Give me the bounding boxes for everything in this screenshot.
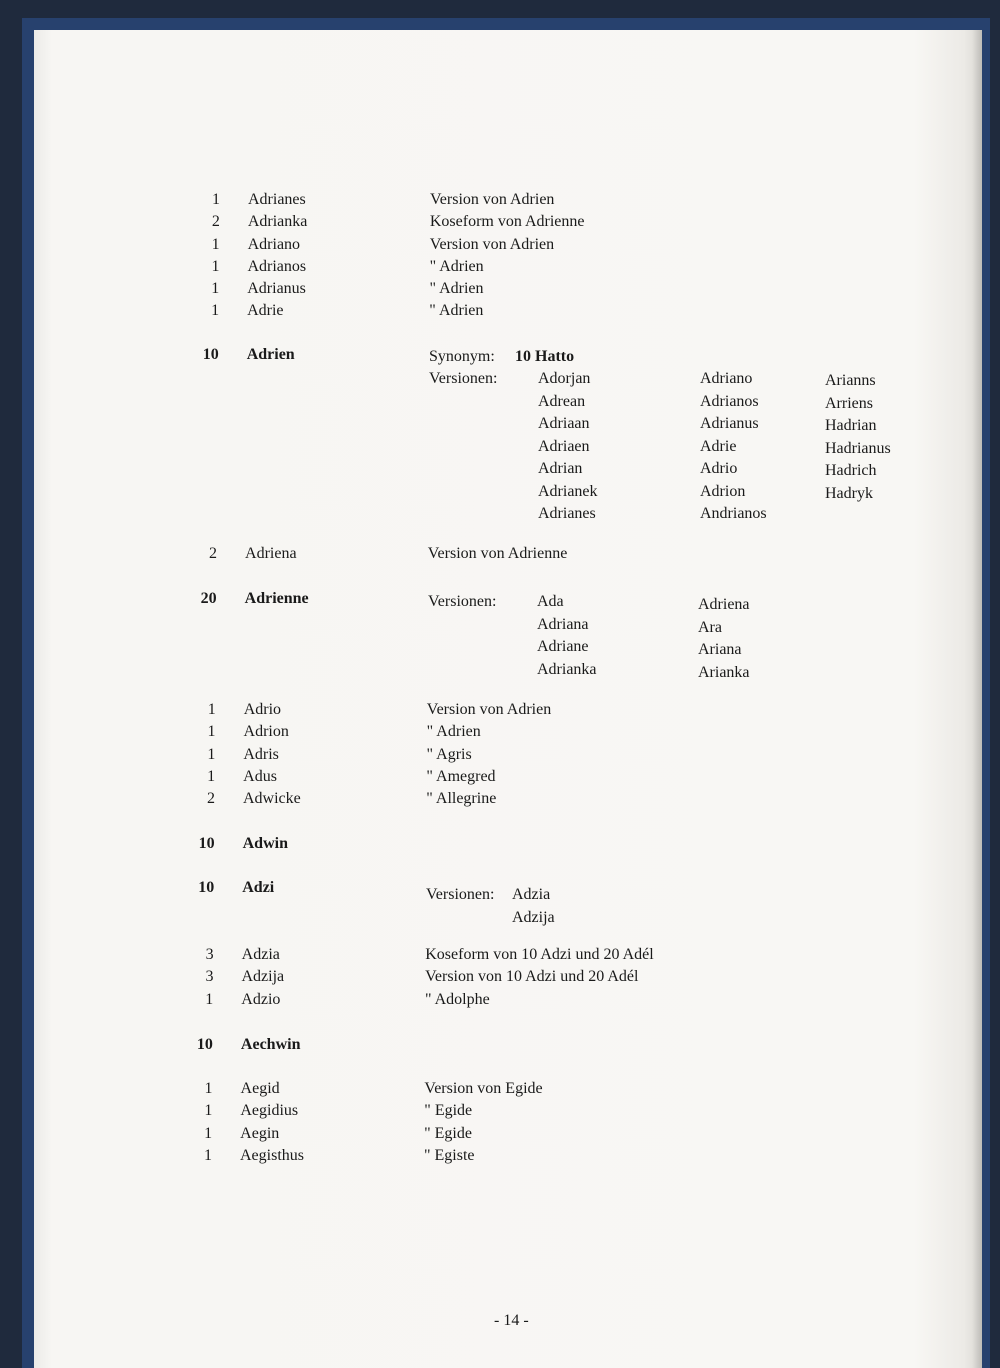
version-name: Hadrian <box>825 417 877 434</box>
entry-description: " Egiste <box>424 1147 475 1164</box>
version-name: Andrianos <box>700 505 767 522</box>
entry-description: Version von 10 Adzi und 20 Adél <box>425 968 639 985</box>
version-name: Hadrianus <box>825 439 891 457</box>
entry-name: Aechwin <box>240 1036 301 1053</box>
entry-count: 10 <box>202 346 219 363</box>
version-name: Adzia <box>512 886 551 903</box>
entry-count: 1 <box>211 280 220 297</box>
entry-count: 1 <box>212 191 220 208</box>
entry-count: 1 <box>204 1102 213 1119</box>
entry-name: Aegin <box>240 1125 280 1142</box>
entry-count: 1 <box>204 1125 213 1142</box>
entry-name: Adzi <box>242 879 275 896</box>
entry-name: Adrianes <box>248 191 306 208</box>
entry-count: 1 <box>211 236 220 253</box>
entry-description: " Adrien <box>429 258 484 275</box>
entry-count: 1 <box>204 1080 213 1097</box>
entry-count: 1 <box>207 701 216 718</box>
version-name: Adriana <box>537 615 589 633</box>
entry-name: Adzia <box>241 946 280 963</box>
version-name: Adrianek <box>538 482 598 500</box>
entry-description: " Agris <box>426 746 472 763</box>
entry-description: Version von Adrien <box>426 701 552 718</box>
version-name: Adriano <box>700 370 753 387</box>
entry-name: Adriena <box>245 545 297 562</box>
version-name: Ada <box>537 593 564 610</box>
version-name: Adrean <box>538 392 586 410</box>
version-name: Adrian <box>538 460 583 477</box>
version-name: Adrio <box>700 460 738 477</box>
entry-count: 1 <box>211 302 220 319</box>
entry-description: " Allegrine <box>426 790 497 807</box>
version-name: Adrianes <box>538 505 596 522</box>
entry-description: Version von Egide <box>424 1080 543 1097</box>
page-gutter-shadow <box>972 30 982 1368</box>
entry-count: 1 <box>207 768 216 785</box>
entry-name: Adrion <box>243 723 289 740</box>
entry-description: " Egide <box>424 1102 473 1119</box>
entry-name: Adrianka <box>247 213 308 230</box>
version-name: Adzija <box>512 908 555 926</box>
entry-name: Adrianus <box>247 280 306 297</box>
version-name: Adrianka <box>537 660 597 678</box>
entry-description: Version von Adrien <box>429 236 555 253</box>
entry-name: Aegidius <box>240 1102 299 1119</box>
entry-name: Aegid <box>240 1080 280 1097</box>
version-name: Adrianus <box>700 415 759 432</box>
entry-name: Adris <box>243 746 279 763</box>
entry-count: 1 <box>207 723 216 740</box>
entry-name: Adrien <box>246 346 295 363</box>
entry-description: " Adolphe <box>424 991 490 1008</box>
entry-count: 1 <box>207 746 216 763</box>
entry-description: Koseform von 10 Adzi und 20 Adél <box>425 946 654 963</box>
version-name: Adrion <box>700 482 746 500</box>
version-name: Adriane <box>537 638 589 655</box>
entry-name: Adus <box>243 768 277 785</box>
synonym-label: Synonym: <box>429 348 495 365</box>
entry-name: Aegisthus <box>240 1147 304 1164</box>
entry-description: Version von Adrien <box>430 191 555 208</box>
synonym-value: 10 Hatto <box>515 348 575 365</box>
entry-name: Adwicke <box>242 790 301 807</box>
entry-count: 2 <box>209 545 218 562</box>
entry-count: 10 <box>198 835 215 852</box>
entry-count: 10 <box>198 879 215 896</box>
page-number: - 14 - <box>494 1312 529 1329</box>
versions-label: Versionen: <box>429 370 498 387</box>
entry-description: " Adrien <box>426 723 481 740</box>
entry-count: 2 <box>206 790 215 807</box>
entry-name: Adrie <box>247 302 284 319</box>
versions-label: Versionen: <box>426 886 495 903</box>
version-name: Arianns <box>825 372 876 389</box>
version-name: Ara <box>698 618 722 636</box>
entry-name: Adrianos <box>247 258 307 275</box>
version-name: Adriaan <box>538 415 590 432</box>
entry-name: Adzio <box>241 991 281 1008</box>
version-name: Arianka <box>698 663 750 681</box>
entry-count: 10 <box>196 1036 213 1053</box>
version-name: Adriaen <box>538 437 590 455</box>
entry-name: Adrienne <box>244 590 309 607</box>
version-name: Adrianos <box>700 392 759 410</box>
version-name: Adrie <box>700 437 737 455</box>
entry-count: 1 <box>204 1147 212 1164</box>
entry-name: Adrio <box>243 701 282 718</box>
entry-description: Koseform von Adrienne <box>429 213 585 230</box>
version-name: Arriens <box>825 394 873 412</box>
version-name: Adorjan <box>538 370 591 387</box>
entry-name: Adriano <box>247 236 301 253</box>
entry-description: " Adrien <box>429 280 484 297</box>
entry-count: 1 <box>205 991 214 1008</box>
version-name: Hadryk <box>825 484 873 502</box>
entry-description: " Egide <box>424 1125 472 1142</box>
version-name: Adriena <box>698 596 750 613</box>
entry-count: 3 <box>205 968 214 985</box>
entry-count: 20 <box>200 590 217 607</box>
entry-count: 1 <box>211 258 220 275</box>
entry-count: 2 <box>211 213 220 230</box>
version-name: Ariana <box>698 641 742 658</box>
entry-description: " Amegred <box>426 768 496 785</box>
entry-description: Version von Adrienne <box>427 545 568 562</box>
entry-count: 3 <box>205 946 214 963</box>
version-name: Hadrich <box>825 462 877 479</box>
entry-description: " Adrien <box>429 302 484 319</box>
versions-label: Versionen: <box>428 593 497 610</box>
entry-name: Adwin <box>242 835 288 852</box>
entry-name: Adzija <box>241 968 285 985</box>
